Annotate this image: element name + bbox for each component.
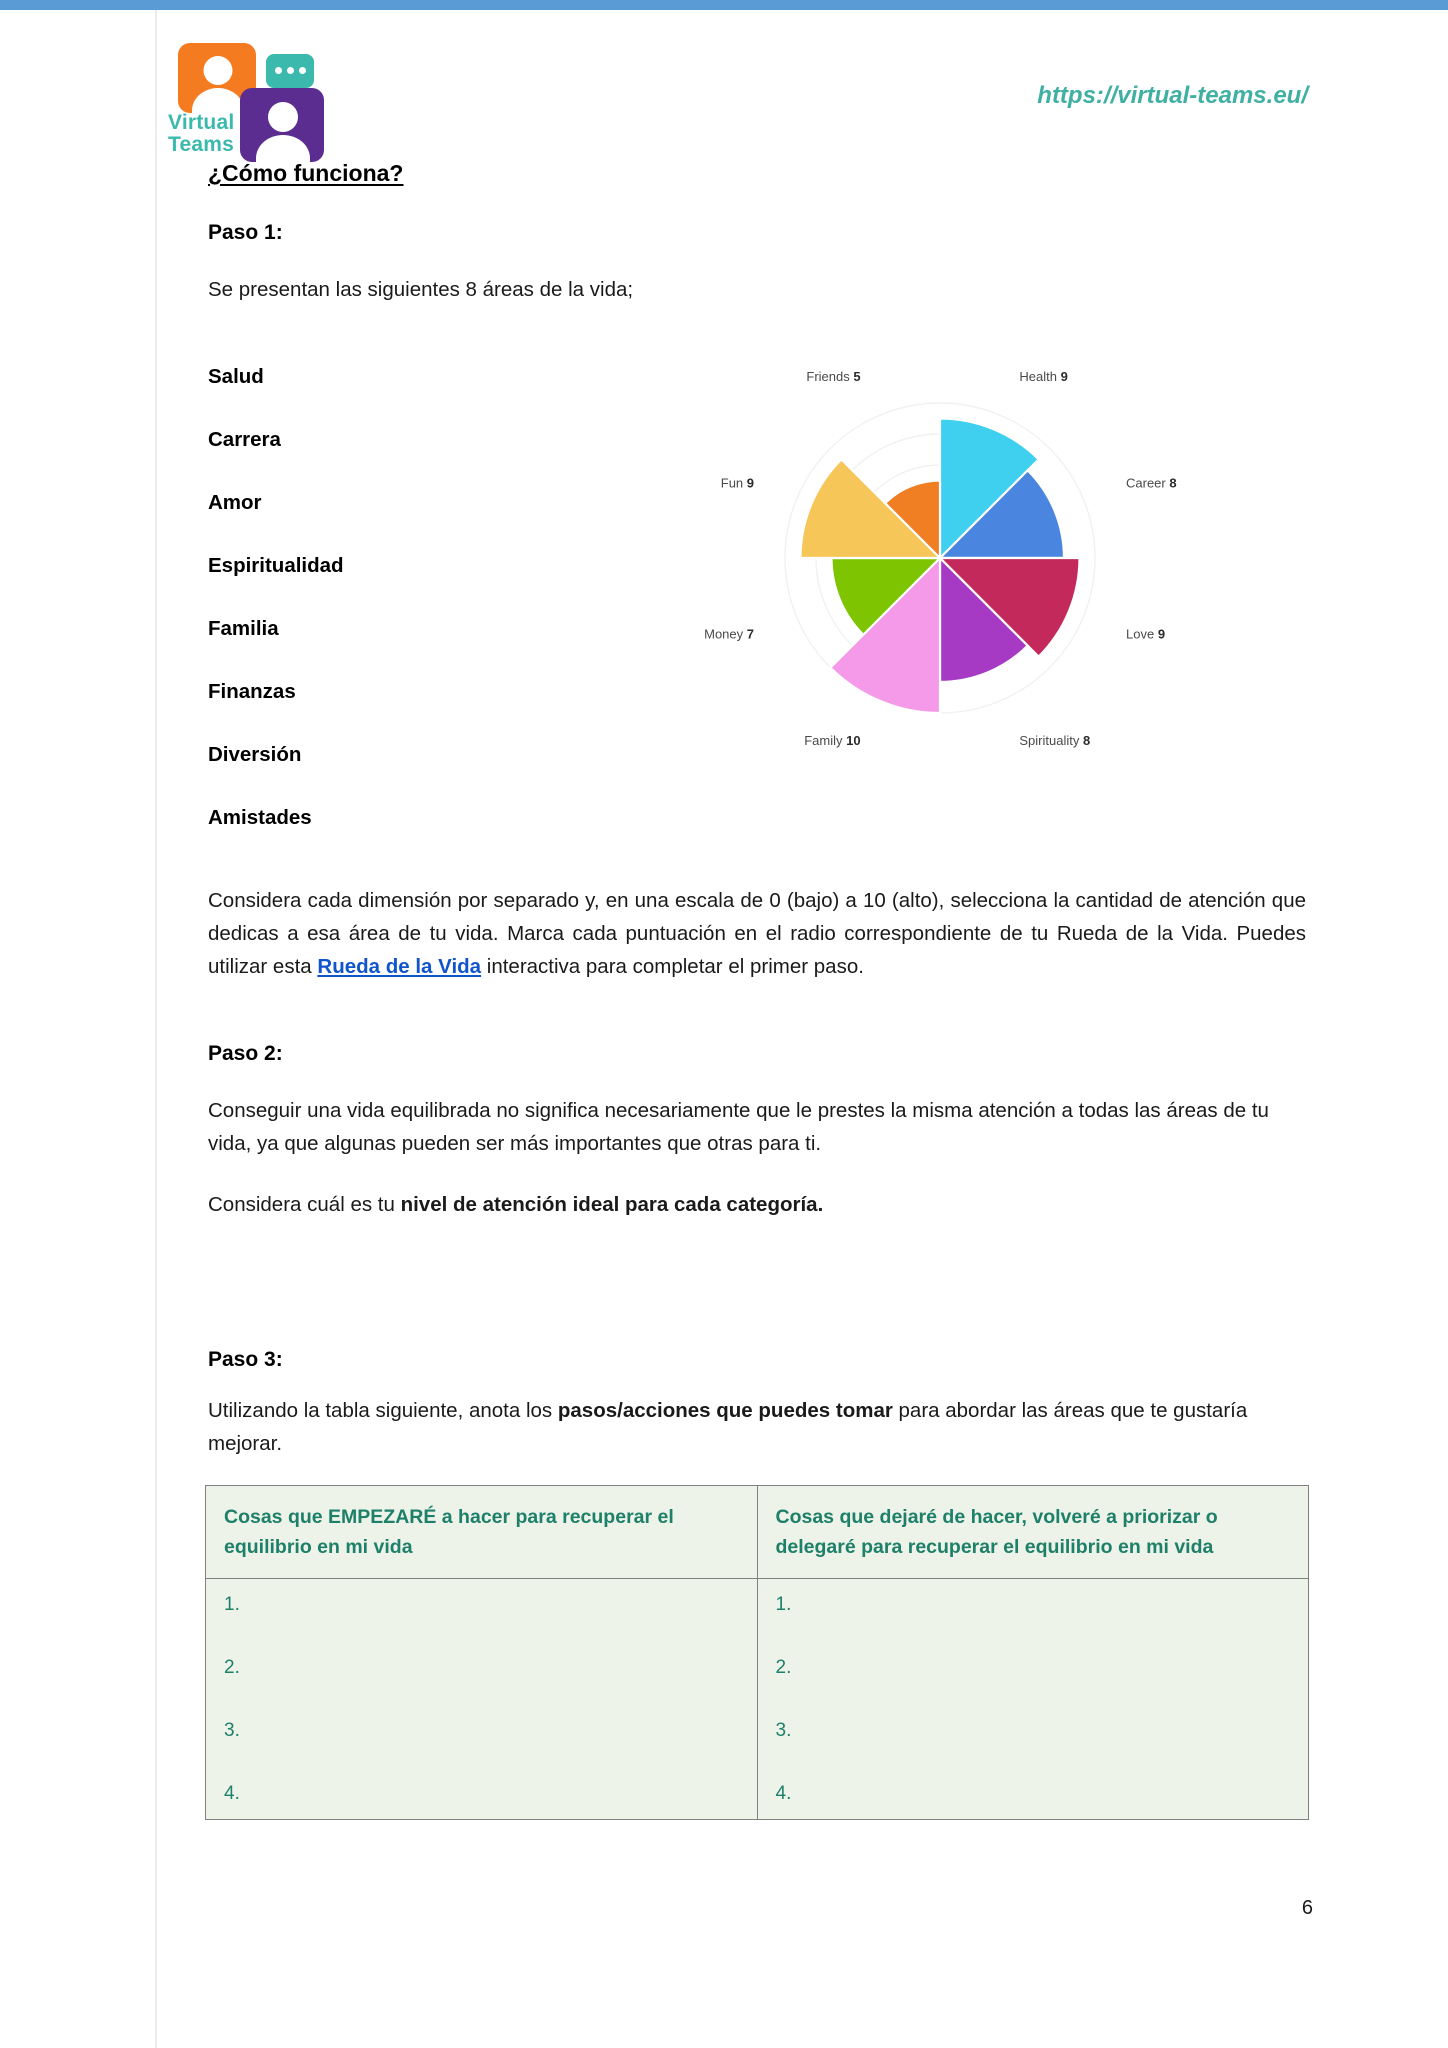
- desc-part-2: interactiva para completar el primer paso.: [481, 955, 864, 979]
- svg-text:Friends 5: Friends 5: [806, 369, 861, 384]
- life-area-item: Familia: [208, 617, 279, 640]
- desc-part-1: Considera cada dimensión por separado y, en una escala de 0 (bajo) a 10 (alto), selecciona la cantidad de atención que dedicas a esa área de tu vida. Marca cada puntuación en el radio correspondiente de tu Rueda de la Vida. Puedes utilizar esta: [208, 889, 1306, 979]
- header-website-url[interactable]: https://virtual-teams.eu/: [1037, 82, 1308, 109]
- list-item: 4.: [224, 1783, 240, 1805]
- logo-line-2: Teams: [168, 133, 234, 157]
- life-area-item: Salud: [208, 365, 264, 388]
- ideal-bold: nivel de atención ideal para cada categoría.: [400, 1193, 824, 1217]
- list-item: 3.: [775, 1720, 792, 1742]
- table-cell-start-doing[interactable]: [206, 1579, 758, 1820]
- step-2-ideal-attention: [208, 1188, 1306, 1221]
- life-area-item: Diversión: [208, 743, 302, 766]
- life-area-item: Amistades: [208, 806, 312, 829]
- document-body: [208, 160, 1308, 306]
- left-margin-rule: [155, 10, 157, 2048]
- svg-text:Money 7: Money 7: [704, 626, 754, 642]
- svg-text:Health 9: Health 9: [1019, 369, 1068, 384]
- step-3-paragraph: [208, 1394, 1306, 1460]
- ideal-part-1: Considera cuál es tu: [208, 1193, 401, 1217]
- list-item: 4.: [775, 1783, 792, 1805]
- chat-bubble-icon: [266, 54, 314, 88]
- list-item: 2.: [224, 1657, 240, 1679]
- step-1-description: [208, 884, 1306, 984]
- table-cell-stop-doing[interactable]: [757, 1579, 1309, 1820]
- wheel-of-life-chart: [640, 340, 1260, 800]
- actions-table: [205, 1485, 1309, 1820]
- list-item: 1.: [775, 1594, 792, 1616]
- step3-part-2: para abordar las áreas que te gustaría mejorar.: [208, 1399, 1248, 1456]
- logo-line-1: Virtual: [168, 111, 235, 134]
- table-header-start-doing: Cosas que EMPEZARÉ a hacer para recuperar el equilibrio en mi vida: [206, 1486, 758, 1579]
- step-3-heading: Paso 3:: [208, 1348, 283, 1371]
- list-item: 1.: [224, 1594, 240, 1616]
- life-area-item: Finanzas: [208, 680, 296, 703]
- step-2-block: [208, 1042, 1306, 1222]
- logo-wordmark: [168, 112, 234, 156]
- step-2-heading: Paso 2:: [208, 1042, 283, 1065]
- actions-table-wrapper: [205, 1485, 1309, 1820]
- logo-person-purple-icon: [256, 102, 310, 166]
- page-number: 6: [1301, 1897, 1313, 1919]
- life-area-item: Espiritualidad: [208, 554, 344, 577]
- wheel-of-life-link[interactable]: Rueda de la Vida: [317, 955, 482, 979]
- table-row: [206, 1579, 1309, 1820]
- table-header-row: [206, 1486, 1309, 1579]
- wheel-of-life-svg: [640, 340, 1260, 780]
- list-item: 2.: [775, 1657, 792, 1679]
- virtual-teams-logo: [168, 38, 358, 158]
- life-area-item: Carrera: [208, 428, 281, 451]
- step-1-heading: Paso 1:: [208, 221, 283, 244]
- step3-part-1: Utilizando la tabla siguiente, anota los: [208, 1399, 558, 1422]
- step-1-description-block: [208, 884, 1306, 984]
- svg-text:Career 8: Career 8: [1126, 475, 1177, 491]
- logo-person-orange-icon: [192, 56, 244, 118]
- svg-text:Spirituality 8: Spirituality 8: [1019, 733, 1091, 748]
- page-title: ¿Cómo funciona?: [208, 160, 404, 186]
- life-areas-list: [208, 365, 538, 869]
- list-item: 3.: [224, 1720, 240, 1742]
- step-3-block: [208, 1348, 1306, 1460]
- step-1-intro: Se presentan las siguientes 8 áreas de la vida;: [208, 278, 634, 301]
- life-area-item: Amor: [208, 491, 262, 514]
- svg-text:Family 10: Family 10: [804, 733, 861, 748]
- top-accent-bar: [0, 0, 1448, 10]
- svg-text:Love 9: Love 9: [1126, 626, 1166, 642]
- table-header-stop-doing: Cosas que dejaré de hacer, volveré a priorizar o delegaré para recuperar el equilibrio en mi vida: [757, 1486, 1309, 1579]
- step3-bold: pasos/acciones que puedes tomar: [557, 1399, 893, 1422]
- step-2-paragraph: Conseguir una vida equilibrada no significa necesariamente que le prestes la misma atención a todas las áreas de tu vida, ya que algunas pueden ser más importantes que otras para ti.: [208, 1099, 1269, 1156]
- svg-text:Fun 9: Fun 9: [720, 475, 754, 491]
